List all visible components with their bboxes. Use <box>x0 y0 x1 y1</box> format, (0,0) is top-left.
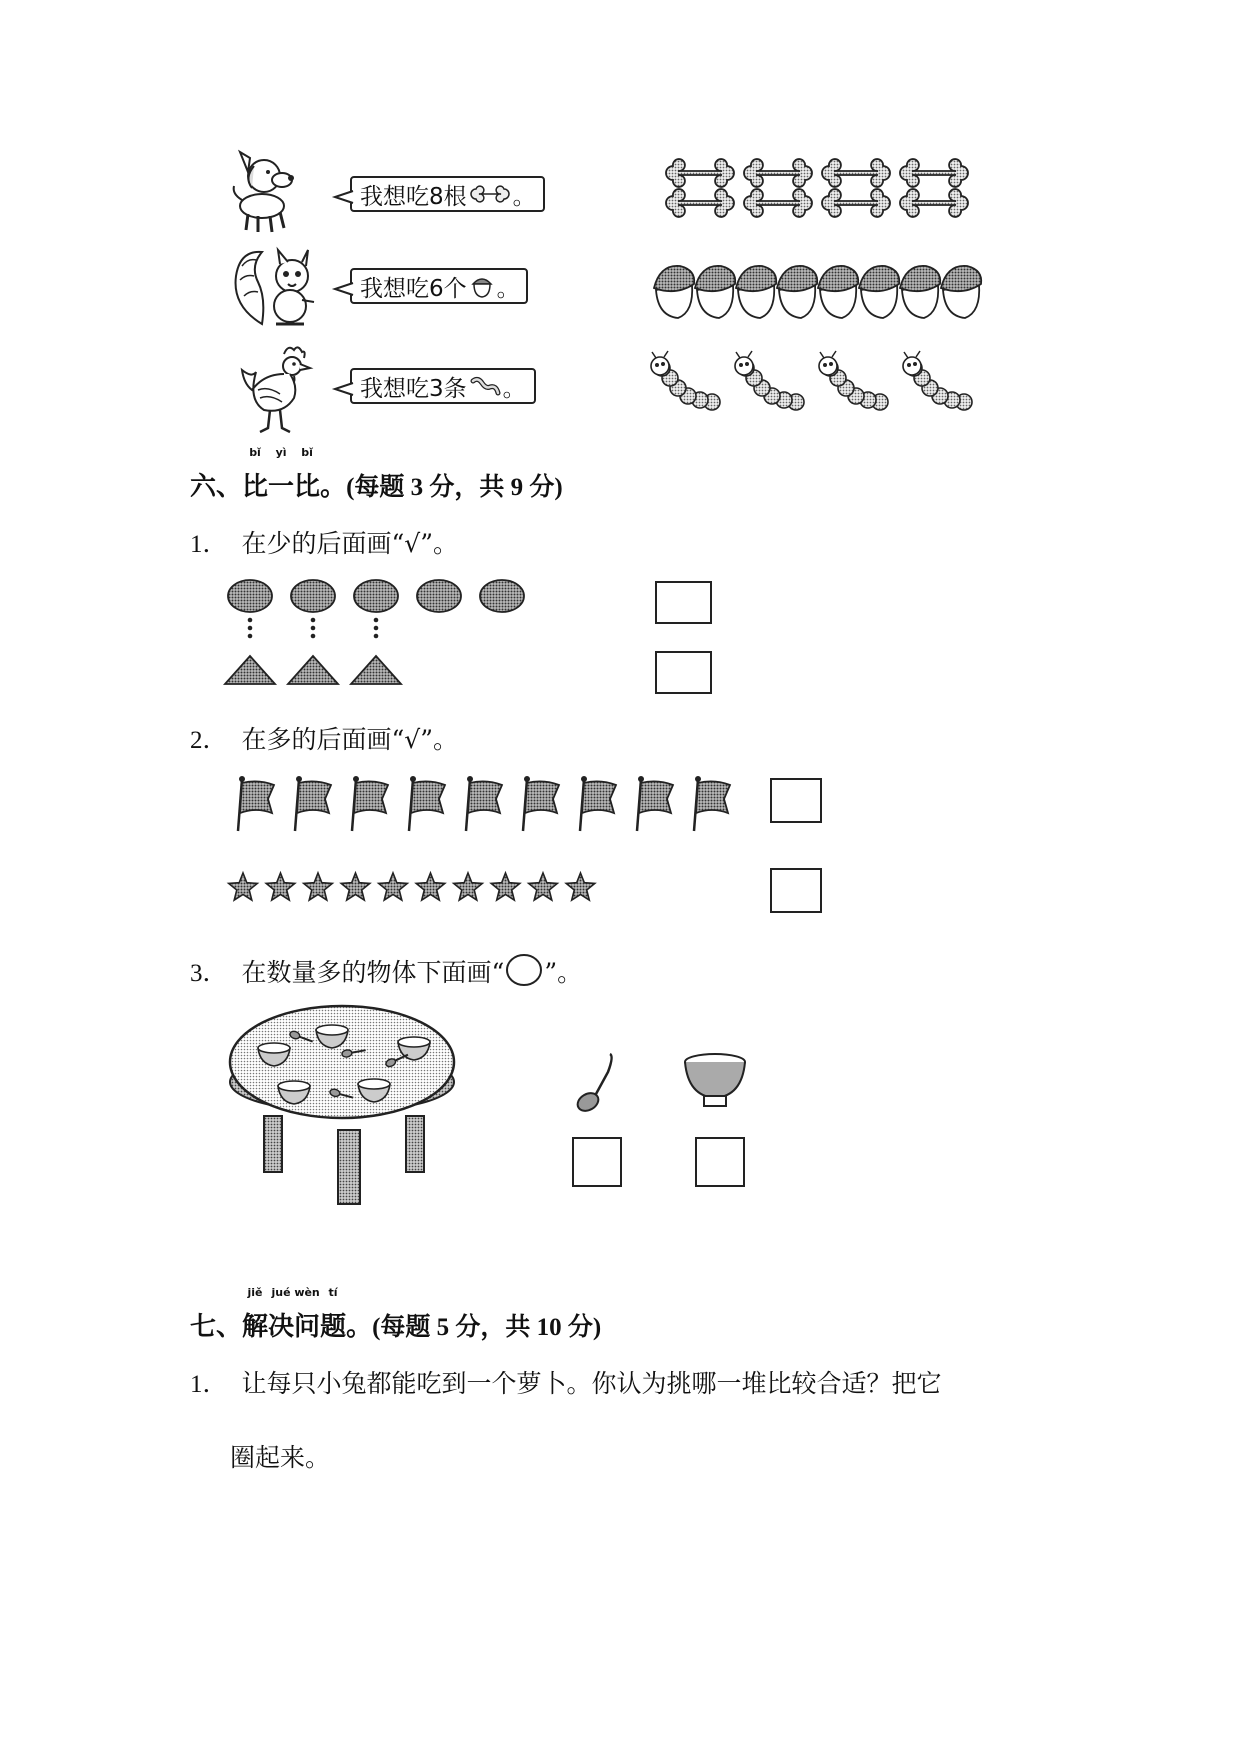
star-icon <box>529 873 558 900</box>
star-icon <box>379 873 408 900</box>
q3-answer-box-spoon[interactable] <box>572 1137 622 1187</box>
worms-group <box>650 356 990 426</box>
section7-char-2 <box>268 1286 295 1343</box>
bones-group <box>665 160 985 228</box>
q1-text: 在少的后面画“√”。 <box>241 529 459 558</box>
section7-pinyin-3: wèn <box>294 1286 320 1299</box>
section6-end: 。 <box>320 472 347 502</box>
circle-icon <box>504 953 544 987</box>
flag-icon <box>637 776 673 831</box>
q2-answer-box-stars[interactable] <box>770 868 822 913</box>
star-icon <box>304 873 333 900</box>
oval-icon <box>228 580 272 612</box>
section7-pinyin-1: jiě <box>247 1286 263 1299</box>
q1-prompt <box>190 524 458 560</box>
oval-icon <box>417 580 461 612</box>
q1-figures <box>228 578 548 688</box>
bone-icon <box>822 189 890 217</box>
bone-icon <box>744 159 812 187</box>
squirrel-speech-text: 我想吃6个 <box>360 275 467 302</box>
section7-hanzi-2: 决 <box>268 1312 295 1342</box>
bone-icon <box>744 189 812 217</box>
bone-icon <box>822 159 890 187</box>
acorn-icon <box>695 266 735 318</box>
oval-icon <box>480 580 524 612</box>
triangle-icon <box>288 656 338 684</box>
section7-char-3 <box>294 1286 321 1343</box>
bone-icon <box>666 189 734 217</box>
match-dots <box>311 618 316 639</box>
rooster-speech-bubble <box>350 368 536 404</box>
section6-hanzi-3: 比 <box>294 472 321 502</box>
section7-prefix: 七、 <box>190 1312 243 1342</box>
flag-icon <box>694 776 730 831</box>
acorn-icon <box>736 266 776 318</box>
flag-icon <box>409 776 445 831</box>
q7-1-line1: 让每只小兔都能吃到一个萝卜。你认为挑哪一堆比较合适？把它 <box>241 1369 942 1398</box>
q7-1-prompt <box>190 1364 942 1400</box>
section6-hanzi-2: 一 <box>268 472 295 502</box>
q3-text-after: ”。 <box>544 958 583 987</box>
acorns-group <box>652 262 992 320</box>
acorn-icon <box>654 266 694 318</box>
dog-speech-bubble <box>350 176 545 212</box>
flag-icon <box>238 776 274 831</box>
flag-icon <box>352 776 388 831</box>
bone-icon <box>900 189 968 217</box>
match-dots <box>248 618 253 639</box>
oval-icon <box>354 580 398 612</box>
section7-char-1 <box>242 1286 269 1343</box>
q2-flags <box>236 775 756 835</box>
section7-hanzi-3: 问 <box>294 1312 321 1342</box>
oval-icon <box>291 580 335 612</box>
section7-pinyin-2: jué <box>271 1286 291 1299</box>
star-icon <box>454 873 483 900</box>
q1-number: 1． <box>190 531 228 558</box>
acorn-icon <box>470 274 494 298</box>
triangle-icon <box>225 656 275 684</box>
flag-icon <box>523 776 559 831</box>
section6-title <box>190 446 563 503</box>
table-illustration <box>228 1000 458 1210</box>
star-icon <box>341 873 370 900</box>
triangle-icon <box>351 656 401 684</box>
star-icon <box>416 873 445 900</box>
q1-answer-box-ovals[interactable] <box>655 581 712 624</box>
q2-prompt <box>190 720 458 756</box>
squirrel-icon <box>232 246 322 330</box>
worm-icon <box>735 351 804 410</box>
acorn-icon <box>818 266 858 318</box>
section7-char-4 <box>320 1286 347 1343</box>
section6-pinyin-2: yì <box>275 446 287 459</box>
flag-icon <box>580 776 616 831</box>
worm-icon <box>470 375 500 397</box>
q3-text-before: 在数量多的物体下面画“ <box>241 958 505 987</box>
q3-number: 3． <box>190 960 228 987</box>
squirrel-speech-end: 。 <box>496 275 520 302</box>
acorn-icon <box>941 266 981 318</box>
rooster-speech-end: 。 <box>502 375 526 402</box>
section7-end: 。 <box>346 1312 373 1342</box>
dog-icon <box>230 150 302 236</box>
section6-char-3 <box>294 446 321 503</box>
q7-1-number: 1． <box>190 1371 228 1398</box>
section6-prefix: 六、 <box>190 472 243 502</box>
rooster-speech-text: 我想吃3条 <box>360 375 467 402</box>
q2-number: 2． <box>190 727 228 754</box>
section7-score: (每题 5 分，共 10 分) <box>372 1314 602 1341</box>
q3-spoon-icon <box>572 1052 616 1114</box>
star-icon <box>491 873 520 900</box>
section6-pinyin-1: bǐ <box>249 446 261 459</box>
section7-hanzi-4: 题 <box>320 1312 347 1342</box>
dog-speech-end: 。 <box>512 183 536 210</box>
q1-answer-box-triangles[interactable] <box>655 651 712 694</box>
q2-stars <box>228 870 628 910</box>
bone-icon <box>470 186 510 202</box>
section7-hanzi-1: 解 <box>242 1312 269 1342</box>
section7-title <box>190 1286 602 1343</box>
bone-icon <box>900 159 968 187</box>
match-dots <box>374 618 379 639</box>
worm-icon <box>903 351 972 410</box>
q2-answer-box-flags[interactable] <box>770 778 822 823</box>
flag-icon <box>466 776 502 831</box>
q7-1-line2-wrap <box>230 1438 330 1474</box>
star-icon <box>566 873 595 900</box>
section6-score: (每题 3 分，共 9 分) <box>346 474 563 501</box>
q7-1-line2: 圈起来。 <box>230 1443 331 1472</box>
acorn-icon <box>777 266 817 318</box>
dog-speech-text: 我想吃8根 <box>360 183 467 210</box>
flag-icon <box>295 776 331 831</box>
q3-answer-box-bowl[interactable] <box>695 1137 745 1187</box>
q2-text: 在多的后面画“√”。 <box>241 725 459 754</box>
bone-icon <box>666 159 734 187</box>
acorn-icon <box>900 266 940 318</box>
section6-char-2 <box>268 446 295 503</box>
acorn-icon <box>859 266 899 318</box>
q3-bowl-icon <box>682 1052 748 1110</box>
worm-icon <box>651 351 720 410</box>
section6-pinyin-3: bǐ <box>301 446 313 459</box>
star-icon <box>266 873 295 900</box>
q3-prompt <box>190 953 582 989</box>
section6-hanzi-1: 比 <box>242 472 269 502</box>
squirrel-speech-bubble <box>350 268 528 304</box>
rooster-icon <box>240 344 312 436</box>
section6-char-1 <box>242 446 269 503</box>
section7-pinyin-4: tí <box>328 1286 338 1299</box>
star-icon <box>229 873 258 900</box>
worm-icon <box>819 351 888 410</box>
